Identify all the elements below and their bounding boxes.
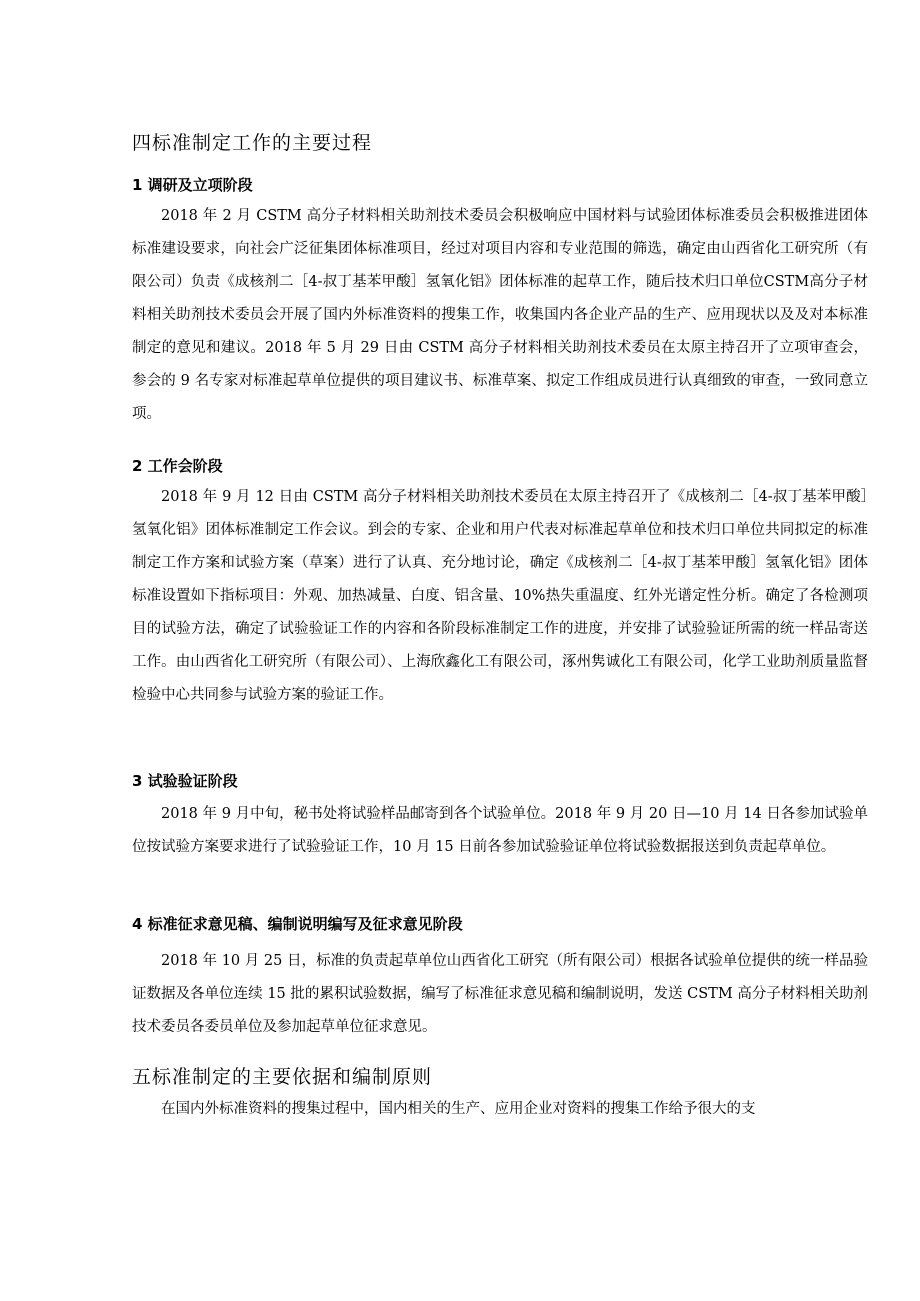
subsection-3-title: 3 试验验证阶段 — [132, 772, 238, 790]
subsection-4-title: 4 标准征求意见稿、编制说明编写及征求意见阶段 — [132, 915, 463, 933]
section-5-title: 五标准制定的主要依据和编制原则 — [132, 1066, 433, 1088]
subsection-3-paragraph: 2018 年 9 月中旬，秘书处将试验样品邮寄到各个试验单位。2018 年 9 月 20 日—10 月 14 日各参加试验单位按试验方案要求进行了试验验证工作，10 月 15 日前各参加试验验证单位将试验数据报送到负责起草单位。 — [132, 806, 868, 855]
section-4-title: 四标准制定工作的主要过程 — [132, 132, 373, 154]
subsection-2-paragraph: 2018 年 9 月 12 日由 CSTM 高分子材料相关助剂技术委员在太原主持召开了《成核剂二［4-叔丁基苯甲酸］氢氧化铝》团体标准制定工作会议。到会的专家、企业和用户代表对标准起草单位和技术归口单位共同拟定的标准制定工作方案和试验方案（草案）进行了认真、充分地讨论，确定《成核剂二［4-叔丁基苯甲酸］氢氧化铝》团体标准设置如下指标项目：外观、加热减量、白度、铝含量、10%热失重温度、红外光谱定性分析。确定了各检测项目的试验方法，确定了试验验证工作的内容和各阶段标准制定工作的进度，并安排了试验验证所需的统一样品寄送工作。由山西省化工研究所（有限公司）、上海欣鑫化工有限公司，涿州隽诚化工有限公司，化学工业助剂质量监督检验中心共同参与试验方案的验证工作。 — [132, 489, 868, 703]
document-page — [132, 0, 872, 1301]
section-5-paragraph: 在国内外标准资料的搜集过程中，国内相关的生产、应用企业对资料的搜集工作给予很大的支 — [161, 1101, 756, 1117]
subsection-1-title: 1 调研及立项阶段 — [132, 176, 253, 194]
subsection-4-paragraph: 2018 年 10 月 25 日，标准的负责起草单位山西省化工研究（所有限公司）根据各试验单位提供的统一样品验证数据及各单位连续 15 批的累积试验数据，编写了标准征求意见稿和编制说明，发送 CSTM 高分子材料相关助剂技术委员各委员单位及参加起草单位征求意见。 — [132, 953, 868, 1035]
subsection-2-title: 2 工作会阶段 — [132, 457, 223, 475]
subsection-1-paragraph: 2018 年 2 月 CSTM 高分子材料相关助剂技术委员会积极响应中国材料与试验团体标准委员会积极推进团体标准建设要求，向社会广泛征集团体标准项目，经过对项目内容和专业范围的筛选，确定由山西省化工研究所（有限公司）负责《成核剂二［4-叔丁基苯甲酸］氢氧化铝》团体标准的起草工作，随后技术归口单位CSTM高分子材料相关助剂技术委员会开展了国内外标准资料的搜集工作，收集国内各企业产品的生产、应用现状以及及对本标准制定的意见和建议。2018 年 5 月 29 日由 CSTM 高分子材料相关助剂技术委员在太原主持召开了立项审查会，参会的 9 名专家对标准起草单位提供的项目建议书、标准草案、拟定工作组成员进行认真细致的审查，一致同意立项。 — [132, 208, 868, 422]
